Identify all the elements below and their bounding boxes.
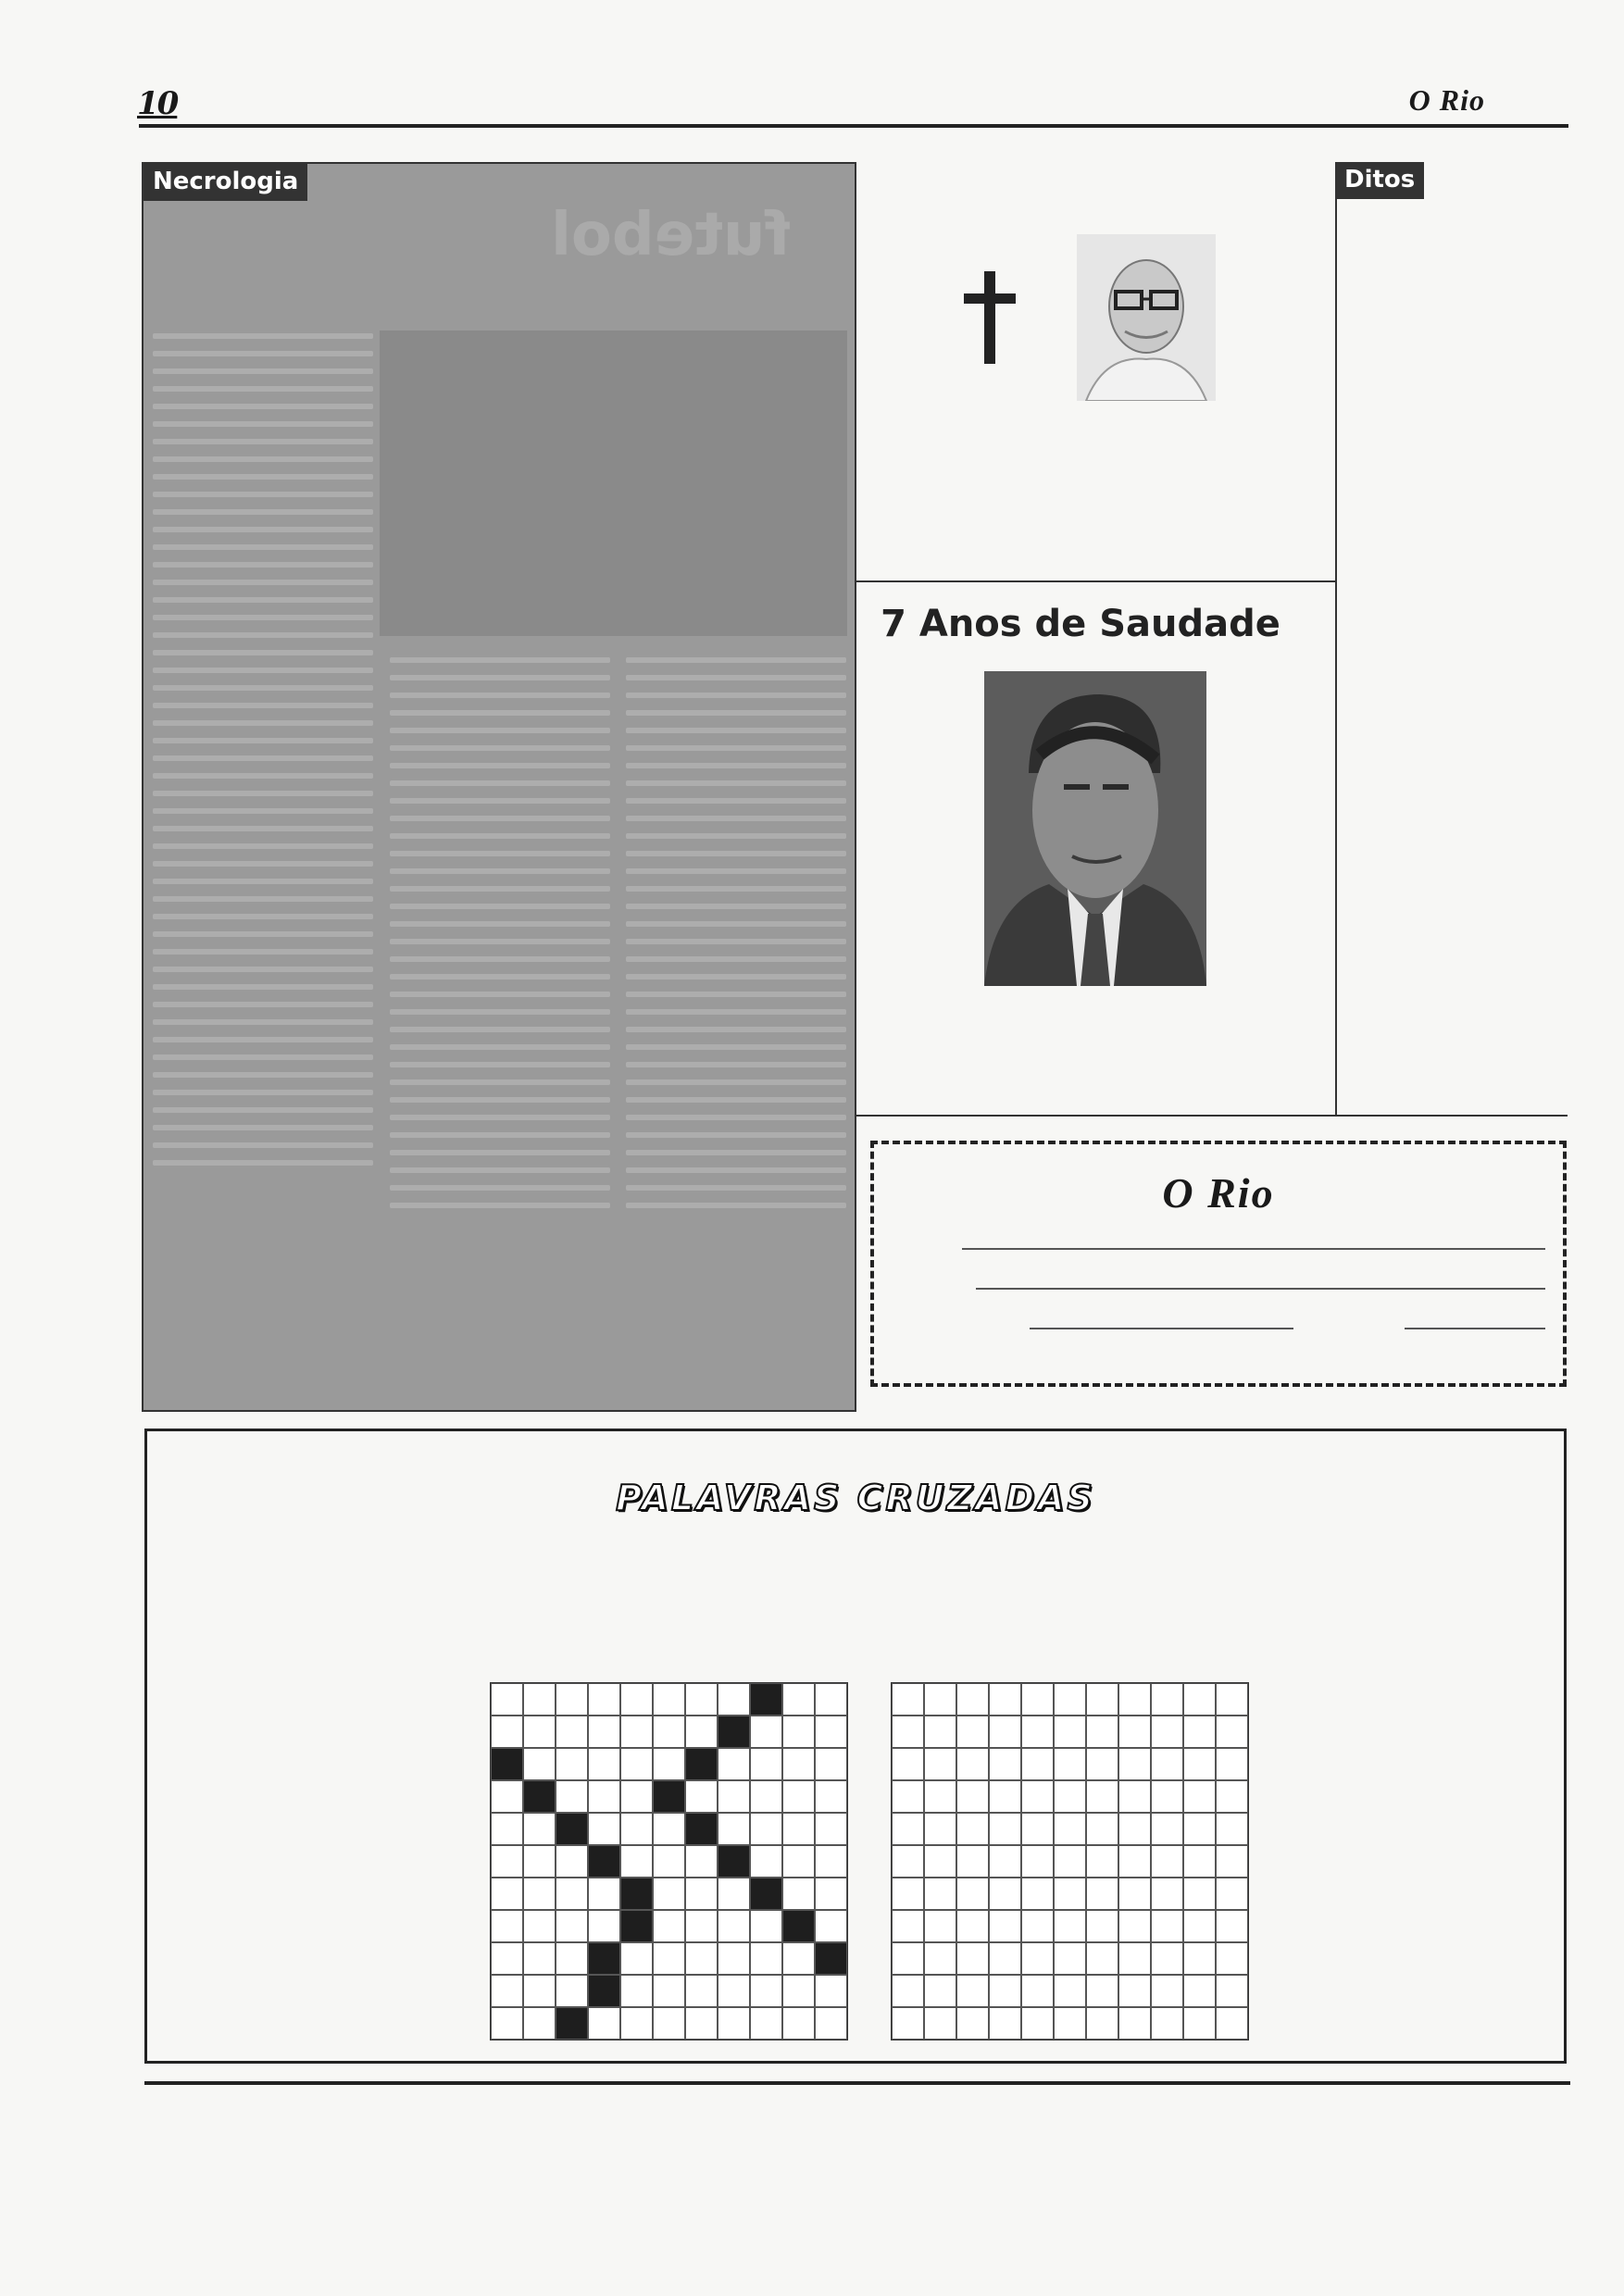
crossword-cell[interactable] (1021, 2007, 1054, 2040)
crossword-cell[interactable] (1183, 1975, 1216, 2007)
crossword-cell[interactable] (588, 1748, 620, 1780)
crossword-cell[interactable] (782, 2007, 815, 2040)
crossword-cell[interactable] (1183, 1845, 1216, 1878)
crossword-cell[interactable] (1054, 1910, 1086, 1942)
crossword-cell[interactable] (989, 1748, 1021, 1780)
crossword-cell[interactable] (892, 1813, 924, 1845)
crossword-cell[interactable] (1216, 1748, 1248, 1780)
crossword-cell[interactable] (653, 1716, 685, 1748)
crossword-cell[interactable] (815, 1813, 847, 1845)
crossword-cell[interactable] (1183, 1683, 1216, 1716)
crossword-cell[interactable] (588, 1910, 620, 1942)
crossword-cell[interactable] (782, 1813, 815, 1845)
crossword-cell[interactable] (782, 1975, 815, 2007)
crossword-black-cell (491, 1748, 523, 1780)
crossword-cell[interactable] (718, 1878, 750, 1910)
obituary-photo (1077, 234, 1216, 401)
crossword-cell[interactable] (1151, 1910, 1183, 1942)
crossword-cell[interactable] (685, 1845, 718, 1878)
crossword-cell[interactable] (782, 1683, 815, 1716)
crossword-cell[interactable] (1151, 1942, 1183, 1975)
coupon-line-address[interactable] (976, 1288, 1545, 1290)
crossword-black-cell (718, 1716, 750, 1748)
crossword-cell[interactable] (491, 1942, 523, 1975)
crossword-cell[interactable] (1118, 1780, 1151, 1813)
cross-icon (964, 271, 1016, 364)
crossword-cell[interactable] (989, 1813, 1021, 1845)
crossword-cell[interactable] (556, 1910, 588, 1942)
crossword-black-cell (718, 1845, 750, 1878)
crossword-section (144, 1429, 1567, 2064)
crossword-cell[interactable] (523, 1845, 556, 1878)
crossword-cell[interactable] (1118, 2007, 1151, 2040)
crossword-cell[interactable] (1021, 1975, 1054, 2007)
crossword-cell[interactable] (556, 1845, 588, 1878)
crossword-cell[interactable] (750, 1942, 782, 1975)
crossword-cell[interactable] (491, 1813, 523, 1845)
crossword-cell[interactable] (718, 1813, 750, 1845)
crossword-cell[interactable] (491, 1845, 523, 1878)
crossword-cell[interactable] (750, 1780, 782, 1813)
crossword-cell[interactable] (1151, 1975, 1183, 2007)
crossword-cell[interactable] (491, 1716, 523, 1748)
crossword-cell[interactable] (815, 1716, 847, 1748)
crossword-cell[interactable] (1216, 1942, 1248, 1975)
crossword-cell[interactable] (782, 1845, 815, 1878)
crossword-cell[interactable] (1118, 1845, 1151, 1878)
crossword-cell[interactable] (989, 1942, 1021, 1975)
crossword-cell[interactable] (685, 2007, 718, 2040)
crossword-cell[interactable] (989, 1845, 1021, 1878)
crossword-solution-grid[interactable] (891, 1682, 1249, 2040)
crossword-black-cell (620, 1878, 653, 1910)
crossword-black-cell (653, 1780, 685, 1813)
crossword-cell[interactable] (892, 1878, 924, 1910)
crossword-cell[interactable] (620, 1780, 653, 1813)
crossword-cell[interactable] (924, 1683, 956, 1716)
coupon-line-postal[interactable] (1030, 1328, 1293, 1329)
crossword-cell[interactable] (782, 1780, 815, 1813)
crossword-cell[interactable] (1183, 1942, 1216, 1975)
crossword-cell[interactable] (718, 1748, 750, 1780)
crossword-cell[interactable] (620, 2007, 653, 2040)
crossword-cell[interactable] (956, 1975, 989, 2007)
crossword-cell[interactable] (1216, 1910, 1248, 1942)
crossword-cell[interactable] (956, 1780, 989, 1813)
crossword-cell[interactable] (718, 1910, 750, 1942)
crossword-cell[interactable] (924, 1780, 956, 1813)
crossword-cell[interactable] (1054, 1878, 1086, 1910)
crossword-cell[interactable] (1054, 1780, 1086, 1813)
crossword-black-cell (685, 1813, 718, 1845)
crossword-cell[interactable] (1118, 1878, 1151, 1910)
crossword-cell[interactable] (1086, 1975, 1118, 2007)
crossword-cell[interactable] (556, 1780, 588, 1813)
crossword-cell[interactable] (1118, 1910, 1151, 1942)
crossword-cell[interactable] (1118, 1942, 1151, 1975)
crossword-cell[interactable] (523, 1910, 556, 1942)
crossword-cell[interactable] (718, 1975, 750, 2007)
crossword-cell[interactable] (653, 1813, 685, 1845)
crossword-cell[interactable] (685, 1683, 718, 1716)
crossword-cell[interactable] (685, 1716, 718, 1748)
crossword-cell[interactable] (1021, 1845, 1054, 1878)
crossword-cell[interactable] (620, 1975, 653, 2007)
coupon-line-name[interactable] (962, 1248, 1545, 1250)
crossword-cell[interactable] (750, 1748, 782, 1780)
crossword-cell[interactable] (1151, 1748, 1183, 1780)
crossword-cell[interactable] (892, 1942, 924, 1975)
crossword-black-cell (588, 1942, 620, 1975)
crossword-cell[interactable] (892, 1748, 924, 1780)
crossword-cell[interactable] (620, 1942, 653, 1975)
crossword-cell[interactable] (956, 1716, 989, 1748)
crossword-black-cell (685, 1748, 718, 1780)
crossword-cell[interactable] (1021, 1878, 1054, 1910)
crossword-cell[interactable] (989, 2007, 1021, 2040)
crossword-cell[interactable] (1118, 1975, 1151, 2007)
crossword-cell[interactable] (653, 1878, 685, 1910)
crossword-cell[interactable] (523, 2007, 556, 2040)
crossword-cell[interactable] (1021, 1910, 1054, 1942)
crossword-cell[interactable] (989, 1716, 1021, 1748)
crossword-cell[interactable] (491, 2007, 523, 2040)
crossword-cell[interactable] (620, 1683, 653, 1716)
crossword-cell[interactable] (956, 1942, 989, 1975)
crossword-cell[interactable] (782, 1716, 815, 1748)
crossword-cell[interactable] (1151, 2007, 1183, 2040)
crossword-cell[interactable] (556, 1878, 588, 1910)
coupon-title: O Rio (1162, 1169, 1275, 1217)
crossword-cell[interactable] (685, 1975, 718, 2007)
crossword-cell[interactable] (815, 1878, 847, 1910)
footer-rule (144, 2081, 1570, 2085)
crossword-cell[interactable] (1183, 1813, 1216, 1845)
crossword-cell[interactable] (1054, 2007, 1086, 2040)
crossword-cell[interactable] (1151, 1683, 1183, 1716)
crossword-cell[interactable] (815, 1780, 847, 1813)
crossword-cell[interactable] (685, 1780, 718, 1813)
crossword-cell[interactable] (685, 1878, 718, 1910)
crossword-cell[interactable] (892, 1910, 924, 1942)
crossword-cell[interactable] (989, 1910, 1021, 1942)
ditos-tag: Ditos (1335, 162, 1424, 199)
crossword-cell[interactable] (956, 1878, 989, 1910)
crossword-cell[interactable] (1118, 1716, 1151, 1748)
crossword-cell[interactable] (1151, 1780, 1183, 1813)
coupon-line-locality[interactable] (1405, 1328, 1545, 1329)
crossword-cell[interactable] (718, 1780, 750, 1813)
crossword-cell[interactable] (685, 1942, 718, 1975)
crossword-cell[interactable] (1183, 1716, 1216, 1748)
crossword-cell[interactable] (491, 1780, 523, 1813)
crossword-cell[interactable] (718, 1942, 750, 1975)
crossword-cell[interactable] (620, 1813, 653, 1845)
crossword-cell[interactable] (750, 1910, 782, 1942)
faded-text-column-2 (384, 645, 616, 1391)
crossword-cell[interactable] (924, 1845, 956, 1878)
crossword-cell[interactable] (588, 1716, 620, 1748)
crossword-cell[interactable] (523, 1975, 556, 2007)
crossword-cell[interactable] (1151, 1813, 1183, 1845)
crossword-cell[interactable] (924, 2007, 956, 2040)
crossword-cell[interactable] (491, 1975, 523, 2007)
crossword-cell[interactable] (750, 2007, 782, 2040)
crossword-cell[interactable] (1118, 1683, 1151, 1716)
crossword-black-cell (556, 2007, 588, 2040)
crossword-cell[interactable] (588, 2007, 620, 2040)
crossword-cell[interactable] (1054, 1975, 1086, 2007)
crossword-cell[interactable] (1054, 1942, 1086, 1975)
newspaper-name: O Rio (1408, 83, 1485, 117)
crossword-cell[interactable] (1086, 1845, 1118, 1878)
crossword-cell[interactable] (1086, 1748, 1118, 1780)
crossword-cell[interactable] (1216, 1845, 1248, 1878)
crossword-black-cell (620, 1910, 653, 1942)
crossword-cell[interactable] (653, 1748, 685, 1780)
crossword-cell[interactable] (956, 1910, 989, 1942)
crossword-cell[interactable] (924, 1910, 956, 1942)
crossword-cell[interactable] (491, 1878, 523, 1910)
crossword-cell[interactable] (1021, 1813, 1054, 1845)
crossword-cell[interactable] (1183, 1748, 1216, 1780)
crossword-cell[interactable] (685, 1910, 718, 1942)
crossword-cell[interactable] (653, 1845, 685, 1878)
memorial-block (855, 582, 1336, 1115)
crossword-black-cell (556, 1813, 588, 1845)
crossword-cell[interactable] (620, 1716, 653, 1748)
crossword-cell[interactable] (1021, 1942, 1054, 1975)
crossword-cell[interactable] (718, 1683, 750, 1716)
crossword-cell[interactable] (989, 1975, 1021, 2007)
crossword-cell[interactable] (989, 1780, 1021, 1813)
crossword-cell[interactable] (815, 1975, 847, 2007)
crossword-grid[interactable] (490, 1682, 848, 2040)
crossword-cell[interactable] (1216, 1780, 1248, 1813)
crossword-black-cell (523, 1780, 556, 1813)
crossword-cell[interactable] (750, 1975, 782, 2007)
crossword-cell[interactable] (491, 1910, 523, 1942)
crossword-black-cell (815, 1942, 847, 1975)
crossword-cell[interactable] (924, 1748, 956, 1780)
crossword-cell[interactable] (523, 1942, 556, 1975)
crossword-cell[interactable] (1183, 1780, 1216, 1813)
crossword-black-cell (750, 1683, 782, 1716)
crossword-cell[interactable] (556, 1975, 588, 2007)
subscription-coupon (870, 1141, 1567, 1387)
crossword-cell[interactable] (924, 1975, 956, 2007)
crossword-cell[interactable] (1183, 2007, 1216, 2040)
crossword-cell[interactable] (653, 1942, 685, 1975)
crossword-cell[interactable] (1086, 1683, 1118, 1716)
crossword-cell[interactable] (815, 2007, 847, 2040)
crossword-cell[interactable] (924, 1813, 956, 1845)
crossword-cell[interactable] (556, 1942, 588, 1975)
crossword-cell[interactable] (1086, 2007, 1118, 2040)
crossword-cell[interactable] (1054, 1716, 1086, 1748)
crossword-cell[interactable] (556, 1683, 588, 1716)
crossword-cell[interactable] (1086, 1910, 1118, 1942)
crossword-cell[interactable] (892, 1975, 924, 2007)
crossword-cell[interactable] (1086, 1942, 1118, 1975)
crossword-black-cell (588, 1845, 620, 1878)
crossword-cell[interactable] (815, 1845, 847, 1878)
crossword-cell[interactable] (491, 1683, 523, 1716)
crossword-cell[interactable] (1118, 1813, 1151, 1845)
crossword-cell[interactable] (1151, 1845, 1183, 1878)
crossword-cell[interactable] (1216, 1683, 1248, 1716)
crossword-cell[interactable] (1118, 1748, 1151, 1780)
crossword-cell[interactable] (1216, 2007, 1248, 2040)
crossword-cell[interactable] (924, 1942, 956, 1975)
crossword-cell[interactable] (815, 1748, 847, 1780)
crossword-cell[interactable] (1183, 1910, 1216, 1942)
crossword-cell[interactable] (718, 2007, 750, 2040)
faded-background-print (144, 164, 855, 1410)
crossword-cell[interactable] (523, 1813, 556, 1845)
necrologia-tag: Necrologia (144, 164, 307, 201)
crossword-cell[interactable] (1054, 1813, 1086, 1845)
crossword-cell[interactable] (892, 1683, 924, 1716)
crossword-cell[interactable] (815, 1910, 847, 1942)
crossword-cell[interactable] (1216, 1878, 1248, 1910)
crossword-cell[interactable] (892, 1780, 924, 1813)
faded-text-column-1 (147, 321, 379, 1391)
crossword-cell[interactable] (1216, 1975, 1248, 2007)
crossword-cell[interactable] (892, 1716, 924, 1748)
crossword-cell[interactable] (782, 1942, 815, 1975)
obituary-block (855, 162, 1336, 580)
page-number: 10 (137, 85, 178, 122)
crossword-cell[interactable] (956, 1683, 989, 1716)
crossword-cell[interactable] (750, 1716, 782, 1748)
crossword-cell[interactable] (523, 1683, 556, 1716)
crossword-cell[interactable] (1216, 1813, 1248, 1845)
crossword-cell[interactable] (782, 1748, 815, 1780)
crossword-cell[interactable] (588, 1878, 620, 1910)
crossword-cell[interactable] (1021, 1683, 1054, 1716)
crossword-title: PALAVRAS CRUZADAS (616, 1478, 1095, 1518)
memorial-photo (984, 671, 1206, 986)
header-rule (139, 124, 1568, 128)
crossword-black-cell (782, 1910, 815, 1942)
crossword-cell[interactable] (653, 2007, 685, 2040)
crossword-cell[interactable] (1086, 1878, 1118, 1910)
crossword-cell[interactable] (989, 1878, 1021, 1910)
crossword-cell[interactable] (588, 1780, 620, 1813)
crossword-cell[interactable] (1151, 1878, 1183, 1910)
crossword-cell[interactable] (956, 1813, 989, 1845)
coupon-top-rule (855, 1115, 1568, 1117)
crossword-cell[interactable] (588, 1813, 620, 1845)
crossword-black-cell (588, 1975, 620, 2007)
crossword-cell[interactable] (1021, 1716, 1054, 1748)
crossword-cell[interactable] (1021, 1780, 1054, 1813)
necrologia-panel (142, 162, 856, 1412)
faded-photo (380, 331, 847, 636)
crossword-cell[interactable] (620, 1748, 653, 1780)
crossword-cell[interactable] (1086, 1813, 1118, 1845)
crossword-cell[interactable] (782, 1878, 815, 1910)
crossword-cell[interactable] (956, 1748, 989, 1780)
crossword-cell[interactable] (523, 1748, 556, 1780)
crossword-cell[interactable] (1086, 1780, 1118, 1813)
memorial-title: 7 Anos de Saudade (881, 603, 1280, 645)
crossword-cell[interactable] (989, 1683, 1021, 1716)
crossword-cell[interactable] (750, 1813, 782, 1845)
faded-text-column-3 (620, 645, 852, 1391)
crossword-cell[interactable] (1054, 1845, 1086, 1878)
crossword-cell[interactable] (892, 2007, 924, 2040)
crossword-cell[interactable] (653, 1683, 685, 1716)
crossword-cell[interactable] (1183, 1878, 1216, 1910)
crossword-cell[interactable] (1054, 1748, 1086, 1780)
crossword-cell[interactable] (750, 1845, 782, 1878)
crossword-cell[interactable] (588, 1683, 620, 1716)
crossword-cell[interactable] (924, 1716, 956, 1748)
crossword-cell[interactable] (653, 1910, 685, 1942)
crossword-cell[interactable] (924, 1878, 956, 1910)
crossword-cell[interactable] (556, 1748, 588, 1780)
crossword-cell[interactable] (1054, 1683, 1086, 1716)
mirrored-headline: futebol (551, 201, 792, 269)
crossword-cell[interactable] (815, 1683, 847, 1716)
crossword-cell[interactable] (1216, 1716, 1248, 1748)
crossword-cell[interactable] (1086, 1716, 1118, 1748)
crossword-cell[interactable] (956, 2007, 989, 2040)
crossword-cell[interactable] (556, 1716, 588, 1748)
crossword-cell[interactable] (1021, 1748, 1054, 1780)
crossword-black-cell (750, 1878, 782, 1910)
crossword-cell[interactable] (892, 1845, 924, 1878)
crossword-cell[interactable] (523, 1878, 556, 1910)
crossword-cell[interactable] (956, 1845, 989, 1878)
crossword-cell[interactable] (653, 1975, 685, 2007)
crossword-cell[interactable] (620, 1845, 653, 1878)
crossword-cell[interactable] (523, 1716, 556, 1748)
crossword-cell[interactable] (1151, 1716, 1183, 1748)
